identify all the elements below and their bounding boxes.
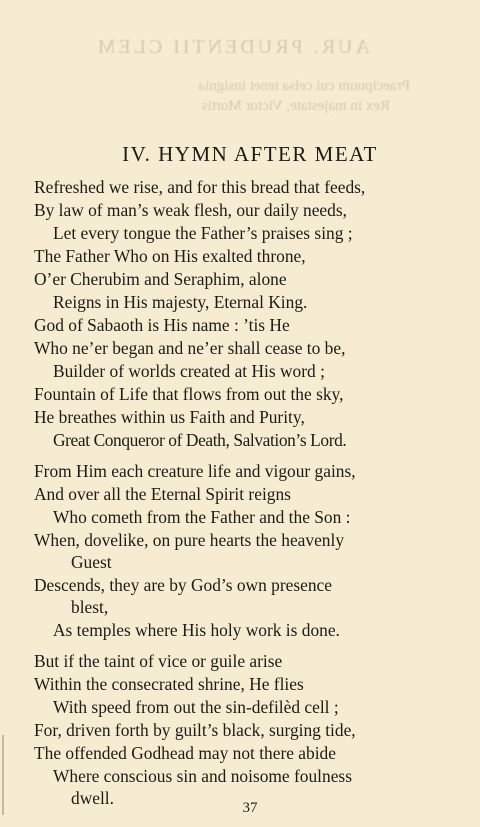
- stanza-4-line-3: With speed from out the sin-defilèd cell ;: [53, 697, 339, 717]
- stanza-4-line-4: For, driven forth by guilt’s black, surging tide,: [34, 720, 356, 740]
- stanza-1-line-2: By law of man’s weak flesh, our daily needs,: [34, 200, 347, 220]
- stanza-2-line-6: Great Conqueror of Death, Salvation’s Lord.: [53, 430, 347, 450]
- stanza-2-line-3: Builder of worlds created at His word ;: [53, 361, 325, 381]
- stanza-4-line-1: But if the taint of vice or guile arise: [34, 651, 283, 671]
- stanza-3-line-6: As temples where His holy work is done.: [53, 620, 340, 640]
- page-number: 37: [242, 800, 258, 816]
- stanza-3-line-5-cont: blest,: [71, 597, 109, 617]
- stanza-4-line-6-cont: dwell.: [71, 788, 114, 808]
- stanza-4-line-5: The offended Godhead may not there abide: [34, 743, 336, 763]
- stanza-2-line-1: God of Sabaoth is His name : ’tis He: [34, 315, 290, 335]
- stanza-3-line-2: And over all the Eternal Spirit reigns: [34, 484, 291, 504]
- stanza-1-line-6: Reigns in His majesty, Eternal King.: [53, 292, 308, 312]
- show-through-text: AUR. PRUDENTII CLEM Praecipuum cui celsa tenet insignia Rex in majestate, Victor Mortis: [94, 36, 410, 114]
- stanza-3-line-1: From Him each creature life and vigour gains,: [34, 461, 356, 481]
- stanza-4-line-2: Within the consecrated shrine, He flies: [34, 674, 304, 694]
- stanza-1-line-5: O’er Cherubim and Seraphim, alone: [34, 269, 287, 289]
- stanza-1-line-1: Refreshed we rise, and for this bread that feeds,: [34, 177, 366, 197]
- hymn-title: IV. HYMN AFTER MEAT: [122, 142, 378, 166]
- stanza-3-line-4: When, dovelike, on pure hearts the heavenly: [34, 530, 345, 550]
- stanza-2-line-4: Fountain of Life that flows from out the sky,: [34, 384, 344, 404]
- stanza-1-line-3: Let every tongue the Father’s praises sing ;: [53, 223, 353, 243]
- stanza-4-line-6: Where conscious sin and noisome foulness: [53, 766, 352, 786]
- stanza-3-line-4-cont: Guest: [71, 552, 112, 572]
- stanza-2-line-5: He breathes within us Faith and Purity,: [34, 407, 305, 427]
- stanza-3-line-3: Who cometh from the Father and the Son :: [53, 507, 351, 527]
- stanza-2-line-2: Who ne’er began and ne’er shall cease to be,: [34, 338, 346, 358]
- stanza-1-line-4: The Father Who on His exalted throne,: [34, 246, 306, 266]
- stanza-3-line-5: Descends, they are by God’s own presence: [34, 575, 332, 595]
